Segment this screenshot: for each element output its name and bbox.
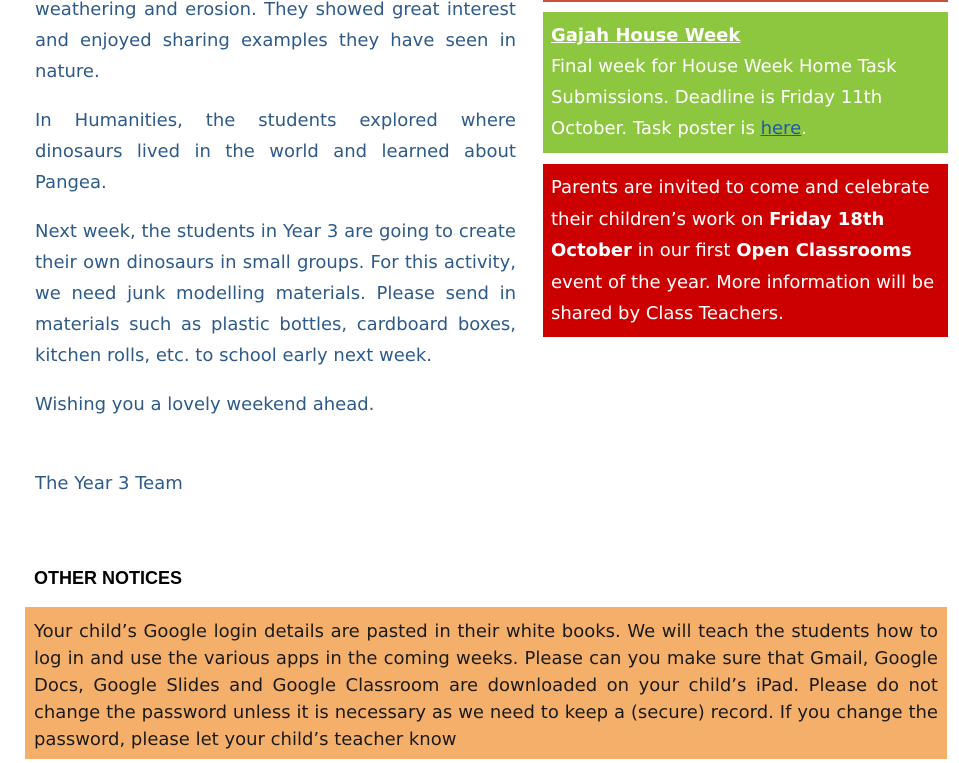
wishing-paragraph: Wishing you a lovely weekend ahead. — [35, 394, 375, 415]
house-week-heading: Gajah House Week — [551, 25, 741, 46]
house-week-body: Final week for House Week Home Task Submissions. Deadline is Friday 11th October. Task poster is — [551, 56, 897, 139]
open-classrooms-date: Friday 18th October — [551, 208, 885, 261]
house-week-notice — [543, 12, 948, 153]
open-classrooms-notice — [543, 164, 948, 337]
open-classrooms-text-1: Parents are invited to come and celebrate their children’s work on — [551, 177, 930, 230]
previous-box-bottom-edge — [543, 0, 948, 2]
open-classrooms-event-name: Open Classrooms — [736, 240, 912, 261]
next-week-paragraph: Next week, the students in Year 3 are going to create their own dinosaurs in small groups. For this activity, we need junk modelling materials. Please send in materials such as plastic bottles, cardboard boxes, kitchen rolls, etc. to school early next week. — [35, 221, 516, 366]
google-login-notice: Your child’s Google login details are pasted in their white books. We will teach the students how to log in and use the various apps in the coming weeks. Please can you make sure that Gmail, Google Docs, Google Slides and Google Classroom are downloaded on your child’s iPad. Please do not change the password unless it is necessary as we need to keep a (secure) record. If you change the password, please let your child’s teacher know — [25, 607, 947, 759]
task-poster-link[interactable]: here — [760, 118, 802, 139]
open-classrooms-text-2: in our first — [631, 240, 737, 261]
other-notices-heading: OTHER NOTICES — [34, 568, 183, 588]
signoff: The Year 3 Team — [35, 473, 183, 494]
humanities-paragraph: In Humanities, the students explored where dinosaurs lived in the world and learned about Pangea. — [35, 110, 516, 193]
science-paragraph-continued: weathering and erosion. They showed great interest and enjoyed sharing examples they have seen in nature. — [35, 0, 516, 82]
house-week-trailing: . — [801, 118, 807, 139]
open-classrooms-text-3: event of the year. More information will be shared by Class Teachers. — [551, 271, 935, 324]
